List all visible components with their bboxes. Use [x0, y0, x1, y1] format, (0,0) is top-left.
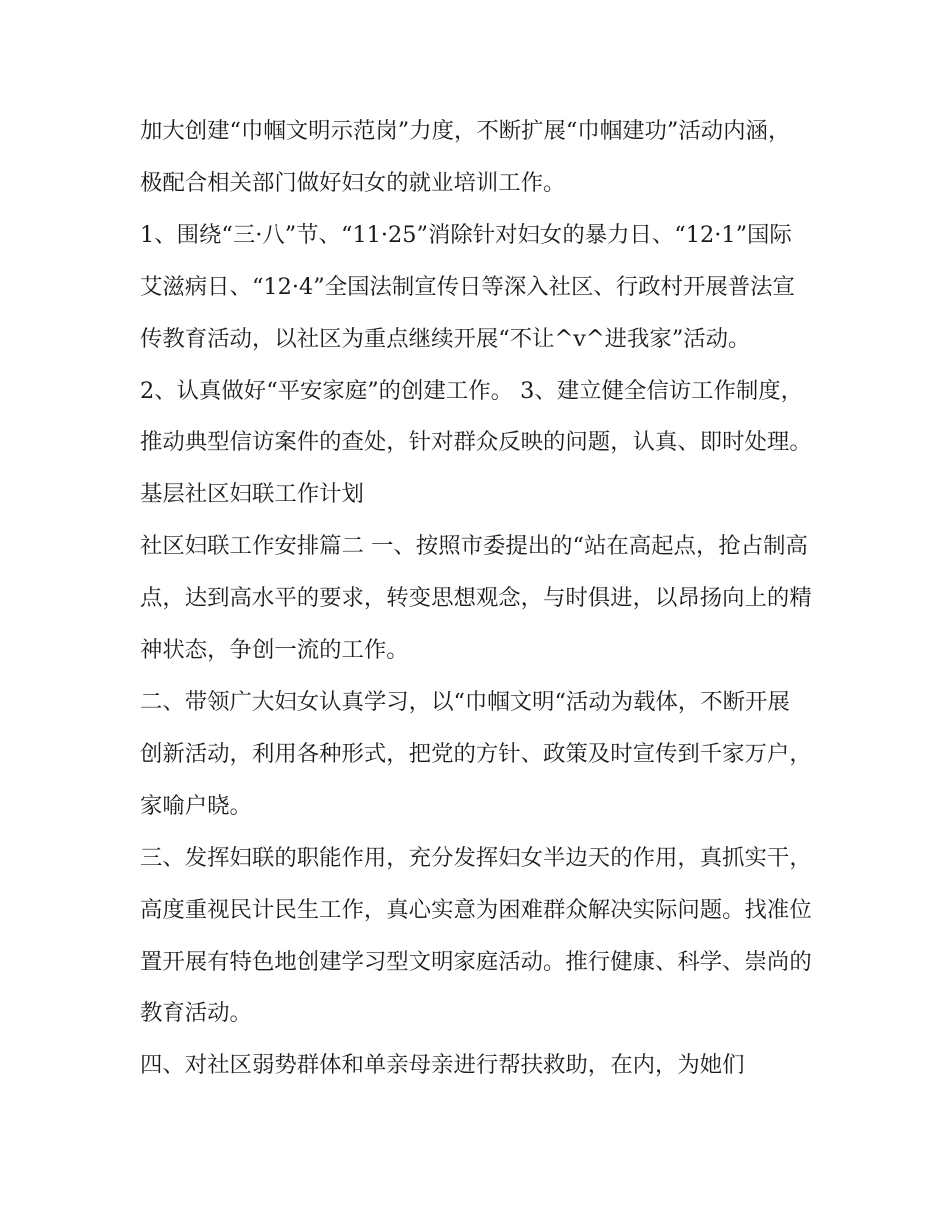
paragraph-6: 三、发挥妇联的职能作用，充分发挥妇女半边天的作用，真抓实干，高度重视民计民生工作，真心实意为困难群众解决实际问题。找准位置开展有特色地创建学习型文明家庭活动。推行健康、科学、崇尚的教育活动。 — [140, 844, 812, 1027]
paragraph-2: 1、围绕“三·八”节、“11·25”消除针对妇女的暴力日、“12·1”国际艾滋病日、“12·4”全国法制宣传日等深入社区、行政村开展普法宣传教育活动，以社区为重点继续开展“不让^v^进我家”活动。 — [140, 221, 795, 352]
paragraph-4: 社区妇联工作安排篇二 一、按照市委提出的“站在高起点，抢占制高点，达到高水平的要求，转变思想观念，与时俱进，以昂扬向上的精神状态，争创一流的工作。 — [140, 533, 812, 664]
paragraph-7: 四、对社区弱势群体和单亲母亲进行帮扶救助，在内，为她们 — [140, 1052, 745, 1079]
document-body — [140, 106, 812, 1092]
paragraph-5: 二、带领广大妇女认真学习，以“巾帼文明“活动为载体，不断开展创新活动，利用各种形式，把党的方针、政策及时宣传到千家万户，家喻户晓。 — [140, 688, 812, 819]
paragraph-1: 加大创建“巾帼文明示范岗”力度，不断扩展“巾帼建功”活动内涵，极配合相关部门做好妇女的就业培训工作。 — [140, 118, 791, 196]
paragraph-3: 2、认真做好“平安家庭”的创建工作。 3、建立健全信访工作制度，推动典型信访案件的查处，针对群众反映的问题，认真、即时处理。 基层社区妇联工作计划 — [140, 377, 812, 508]
